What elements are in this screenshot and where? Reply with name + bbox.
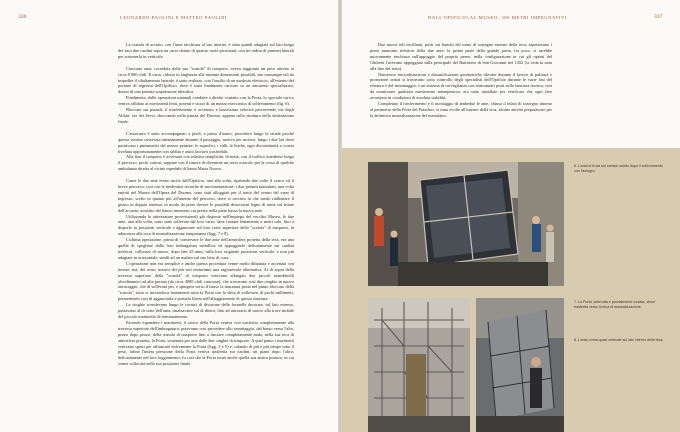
paragraph: Utilizzando le attrezzature provvisionali già disposte nell'impiego del vecchio Museo, le due ante, una alla volta, sono state sollevate dal loro carro, fatte ruotare lentamente a metri sale, fino a disporle in posizioni verticale e agganciare sul loro corto superiore della "scatola" di trasporto, in adiacenza alla teca di musealizzazione temporanea (figg. 7 e 8). (118, 213, 294, 237)
left-page (0, 0, 338, 432)
right-running-header: DALL'OPIFICIO AL MUSEO: 300 METRI IMPEGNATIVI (428, 15, 568, 20)
paragraph: Completato il trasferimento e il montaggio di ambedue le ante, chiuso il telaio di sostegno intorno al perimetro della Porta del Paradiso, si sono evolte all'interno della teca, alcune attività preparatorie per la definitiva musealizzazione del manufatto. (370, 101, 552, 118)
paragraph: Finalmente, dalle operazioni manuali condotte a diretto contatto con la Porta, lo speciale carico veniva affidato ai movimenti lenti, potenti e sicuri di un mezzo meccanico di sollevamento (fig. 6). (118, 95, 294, 107)
paragraph: Alla fine il trasporto è avvenuto con relativa semplicità, di notte, con il traffico interdetto lungo il percorso, pochi curiosi, seppure con il timore di divenirne un serio ostacolo per la corsa di qualche ambulanza diretta al vicino ospedale di Santa Maria Nuova. (118, 154, 294, 172)
right-body-text (370, 42, 552, 119)
paragraph: L'operazione non era semplice e anche questa procedura venne molto dibattuta e accettata con timore; ma, del resto, notarsi dei più seri tentavamo una ragionevole alternativa. Al di sopra della traversa superiore della "scatola" di trasporto venivano allungati due piccoli mandrinelli oleodinamici ad alta portata (da circa 4000 chili ciascuno), che trovavano così due cinghie in nuovo ancoraggio, che di sollevato per, e spingere verso il basso la muratura posta nel punto bloccato della "scatola", tutto si inscatolava lentamente tutta la Porta con la slitta di sollevarsi di pochi millimetri, permettendo così di agganciarla e portarla libera nell'alloggiamento di questa struttura. (118, 260, 294, 302)
photo-worker-image (476, 298, 564, 432)
right-page-number: 337 (654, 14, 663, 20)
photo-scaffold (368, 298, 470, 432)
photo-worker (476, 298, 564, 432)
paragraph: Le cinghie scendevano lungo le cornici di divisione delle formelle decorate, sul lato esterno, passavano al di sotto dell'anta, rinalzavano sul di dietro, fino ad ancorarsi di nuovo alla trave mobile del piccolo martinetto di tensionamento. (118, 302, 294, 319)
right-page (342, 0, 680, 432)
paragraph: Facendo espandere i martinetti, il carico della Porta veniva così trasferito completamente alla traversa superiore dell'imbragatura; potevamo così procedere allo smontaggio, dal basso verso l'alto, pezzo dopo pezzo, della scatola di trasporto fino a lasciare completamente nuda, nella sua teca di atmosfera protetta, la Porta, sostenuta per aria dalle due cinghie di trasporto. A quel punto i martinetti venivano spinti per affiancare dolcemente la Porta (figg. 3 e 5) e, calando di più e più tempo tutto il peso, infine l'intera pressione della Porta veniva trasferita sui cardini, un piano dopo l'altro, delicatamente nel loro loggiamento; fu così che la Porta tornò anche quella sua antica postura, in cui venne collocata nella sua posizione finale. (118, 319, 294, 367)
left-page-number: 336 (18, 14, 27, 20)
photo-transport-image (368, 162, 564, 286)
left-running-header: LEONARDO PAOLINI E MATTEO PAOLINI (120, 15, 227, 20)
photo-scaffold-image (368, 298, 470, 432)
caption-1: 6. L'anta si trova sul camion subito dopo il sollevamento con l'autogrù. (574, 164, 663, 173)
caption-2: 7. La Porta, sollevata e parzialmente ruotata, viene trasferita verso la teca di musealizzazione. (574, 300, 656, 309)
paragraph: Numerose microdistorsioni e dissanificazioni geometriche rilevate durante il lavoro di pulitura e protezione ormai si trovavano sotto controllo degli specialisti dell'Opificio durante le varie fasi del restauro e del rimontaggio, e un sistema di sorveglianza con termometri posti sulla struttura tecnica, così da monitorare qualsiasi movimento intempestivo, era stato installato per verificare che ogni fase avvenisse in condizioni di assoluta stabilità. (370, 71, 552, 101)
paragraph: Come le due ante erano uscite dall'Opificio, una alla volta, ripetendo due volte il carico ed il breve percorso, così con le medesime tecniche di movimentazione, i due pesanti manufatti, una volta entrati nel Museo dell'Opera del Duomo, sono stati alloggiati per il tratto del centro del vano di ingresso, scelto in quanto più all'interno del percorso, dove si cercava in che modo riallineare il giusto in doppio sistema, in modo da poter dovere le possibili distorsioni legno di rame sul fronte dell'arcuato; assistito dal fianco immenso cui presto nella parte bassa la nuova ante. (118, 178, 294, 213)
paragraph: Ciascuna urna, corredata della sua "scatola" di trasporto, aveva raggiunto un peso attorno ai circa 8 000 chili. Il carro, ridotto in larghezza alle minime dimensioni possibili, ma comunque tali da impedire il ribaltamento laterale, è stato realizzo, con l'ausilio di un modesto elettricio, all'esterno del portone di ingresso dell'Opificio, dove è stato finalmente caricato su un autotreno specializzato, dotato di una potente sospensione idraulica. (118, 65, 294, 95)
paragraph: L'ultima operazione, prima di conservare le due ante nell'atmosfera protetta della teca, era una quella di spogliare dalla loro imbragatura metallica ed appoggiarle delicatamente sui cardini inferiori, collocare di nuovo, dopo ben 25 anni, sulla loro originale posizione verticale, e non più adagiate in orizzontale, simili ad un malato sul suo letto di cura. (118, 237, 294, 260)
paragraph: La scatola di acciaio, con l'urna racchiusa al suo interno, è stata quindi adagiata sul lato lungo dei suoi due cardini sopra un carro dotato di quattro ruote pivottanti, con tre ordini di puntoni laterali per sostenerla in verticale. (118, 42, 294, 59)
left-body-text (118, 42, 294, 367)
photo-transport (368, 162, 564, 286)
paragraph: L'autocarro è stato accompagnato a piedi, a passo d'uomo, procedere lungo la strada perché questa venisse osservata attentamente durante il passaggio, motivo per motivo, lungo i due lati dove passavano i pneumatici del mezzo pesante: le superfici, i valli, le buche, ogni discontinuità o scarsa livellata opportunamente con sabbia e assiti lasciavi trasferibili. (118, 130, 294, 154)
paragraph: Bloccato sui pianali, il trasferimento è avvenuto a bassissima velocità percorrendo via degli Alfani, via dei Servi, sboccando nella piazza del Duomo, appena sulla struttura della destinazione finale. (118, 107, 294, 124)
caption-3: 8. L'anta ormai quasi verticale sul lato interno della teca. (574, 338, 664, 342)
paragraph: Due nuove teli oscillanti, posti sui fianchi del treno di sostegno esterno della teca, aspettavano i pezzi mancanti inferiori della due ante; la prima parte della grande porta, fra poco, si sarebbe nuovamente rinchiuso sull'appoggio del proprio perno, nella configurazione in cui gli operai del Ghiberti l'avevano appoggiata sulla principale del Battistero di San Giovanni nel 1452 (si veda la nota alla fine del testo). (370, 42, 552, 71)
